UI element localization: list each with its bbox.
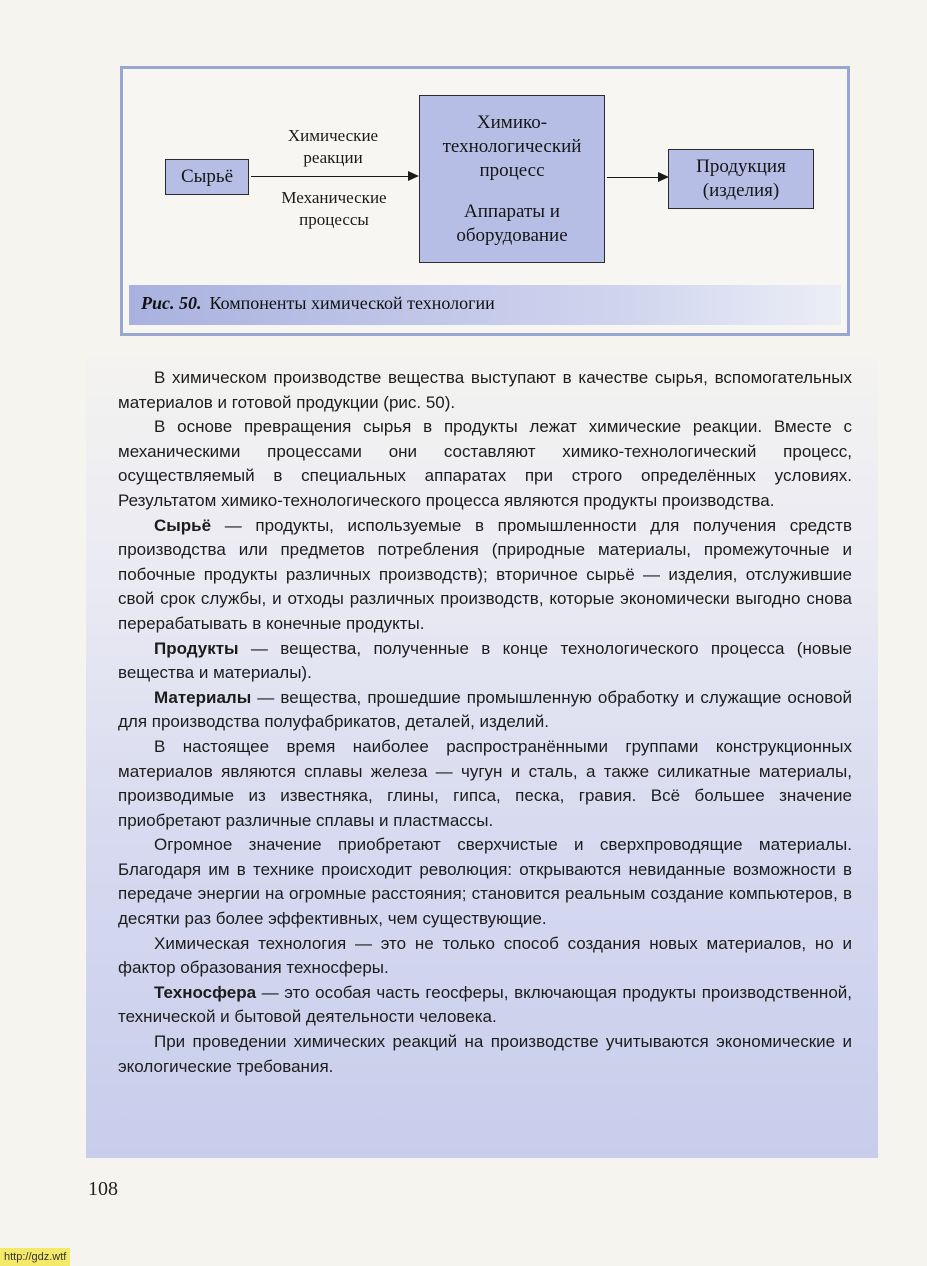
paragraph: Огромное значение приобретают сверхчистые и сверхпроводящие материалы. Благодаря им в технике происходит революция: открываются невиданные возможности в передаче энергии на огромные расстояния; становится реальным создание компьютеров, в десятки раз более эффективных, чем существующие. bbox=[118, 835, 852, 929]
mechanical-processes-label: Механические процессы bbox=[281, 188, 387, 229]
paragraph: Сырьё — продукты, используемые в промышленности для получения средств производства или предметов потребления (природные материалы, промежуточные и побочные продукты различных производств); вторичное сырьё — изделия, отслужившие свой срок службы, и отходы различных производств, которые экономически выгодно снова перерабатывать в конечные продукты. bbox=[118, 515, 852, 633]
paragraph: Материалы — вещества, прошедшие промышленную обработку и служащие основой для производства полуфабрикатов, деталей, изделий. bbox=[118, 687, 852, 732]
term-materials: Материалы bbox=[154, 687, 252, 707]
paragraph: Техносфера — это особая часть геосферы, включающая продукты производственной, технической и бытовой деятельности человека. bbox=[118, 982, 852, 1027]
body-text bbox=[118, 366, 852, 1079]
arrow-to-product bbox=[607, 177, 667, 178]
paragraph: В настоящее время наиболее распространёнными группами конструкционных материалов являются сплавы железа — чугун и сталь, а также силикатные материалы, производимые из известняка, глины, гипса, песка, гравия. Всё большее значение приобретают различные сплавы и пластмассы. bbox=[118, 736, 852, 830]
page-number: 108 bbox=[88, 1178, 118, 1200]
product-box bbox=[668, 149, 814, 209]
paragraph: Продукты — вещества, полученные в конце технологического процесса (новые вещества и материалы). bbox=[118, 638, 852, 683]
paragraph: При проведении химических реакций на производстве учитываются экономические и экологические требования. bbox=[118, 1032, 852, 1076]
process-title: Химико-технологический процесс bbox=[442, 111, 582, 181]
process-box bbox=[419, 95, 605, 263]
caption-text: Компоненты химической технологии bbox=[209, 293, 495, 313]
arrow-to-process bbox=[251, 176, 417, 177]
chemical-reactions-label: Химические реакции bbox=[287, 126, 379, 167]
process-equipment: Аппараты и оборудование bbox=[456, 200, 568, 246]
figure-caption bbox=[141, 293, 495, 314]
figure-diagram bbox=[120, 66, 850, 336]
paragraph: В химическом производстве вещества выступают в качестве сырья, вспомогательных материалов и готовой продукции (рис. 50). bbox=[118, 368, 852, 412]
site-link[interactable]: http://gdz.wtf bbox=[0, 1248, 70, 1266]
product-label: Продукция (изделия) bbox=[696, 156, 786, 201]
paragraph: Химическая технология — это не только способ создания новых материалов, но и фактор образования техносферы. bbox=[118, 933, 852, 978]
paragraph: В основе превращения сырья в продукты лежат химические реакции. Вместе с механическими процессами они составляют химико-технологический процесс, осуществляемый в специальных аппаратах при строго определённых условиях. Результатом химико-технологического процесса являются продукты производства. bbox=[118, 417, 852, 510]
caption-number: Рис. 50. bbox=[141, 293, 202, 313]
term-raw-material: Сырьё bbox=[154, 515, 212, 535]
term-technosphere: Техносфера bbox=[154, 982, 257, 1002]
term-products: Продукты bbox=[154, 638, 239, 658]
raw-material-box bbox=[165, 159, 249, 195]
raw-material-label: Сырьё bbox=[180, 166, 234, 187]
